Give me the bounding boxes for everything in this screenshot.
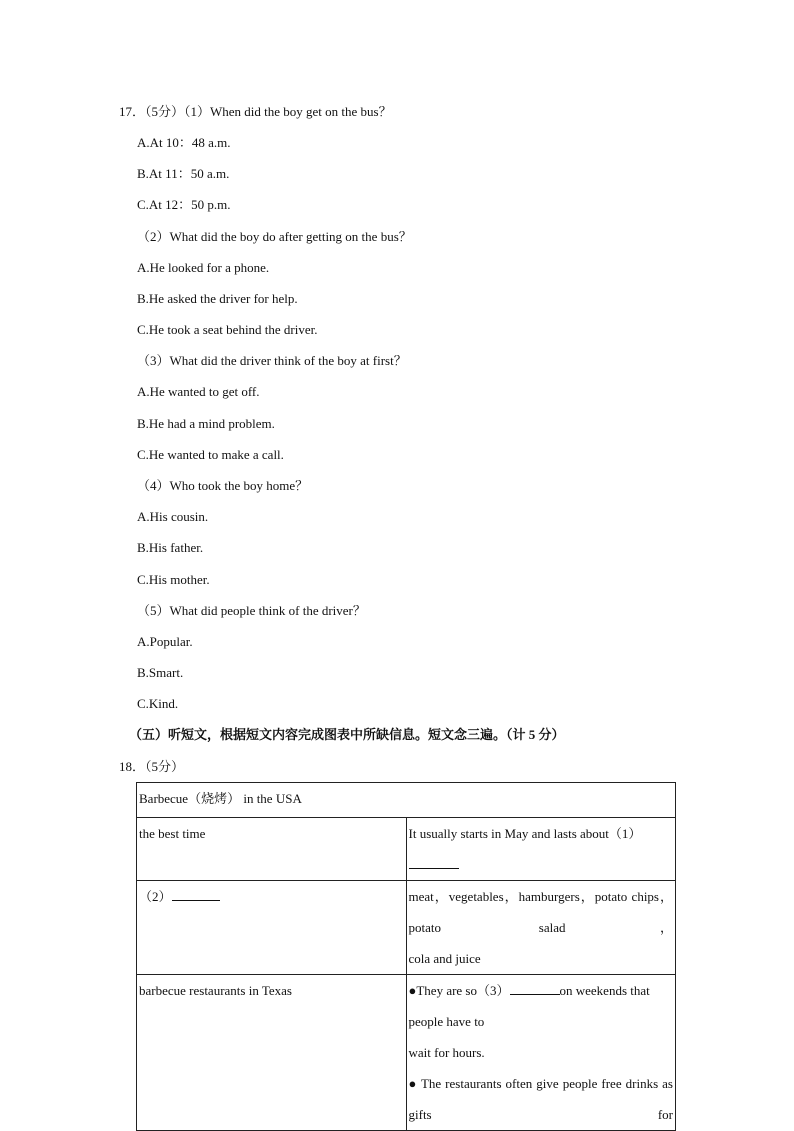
row1-value: It usually starts in May and lasts about（1） bbox=[408, 826, 642, 841]
q17-4-option-b: B.His father. bbox=[137, 540, 204, 555]
row3-bullet1-start: ●They are so（3） bbox=[408, 983, 510, 998]
question-17-header: 17．（5分）（1）When did the boy get on the bus？ bbox=[119, 104, 392, 119]
q17-3-question: （3）What did the driver think of the boy at first？ bbox=[137, 353, 407, 368]
row1-value-cell bbox=[406, 818, 676, 881]
row1-label-cell bbox=[137, 818, 407, 881]
q17-3-option-c: C.He wanted to make a call. bbox=[137, 447, 284, 462]
row2-value-line2: cola and juice bbox=[408, 951, 481, 966]
table-title-cell bbox=[137, 783, 676, 818]
q17-1-option-b: B.At 11：50 a.m. bbox=[137, 166, 230, 181]
q17-2-question: （2）What did the boy do after getting on the bus？ bbox=[137, 229, 412, 244]
blank-1[interactable] bbox=[409, 856, 459, 869]
row3-bullet1-end: on weekends that people have to bbox=[408, 983, 650, 1029]
q17-3-option-b: B.He had a mind problem. bbox=[137, 416, 275, 431]
q17-2-option-b: B.He asked the driver for help. bbox=[137, 291, 298, 306]
row2-label-cell bbox=[137, 881, 407, 975]
q17-2-option-a: A.He looked for a phone. bbox=[137, 260, 270, 275]
q17-5-option-a: A.Popular. bbox=[137, 634, 193, 649]
q17-5-question: （5）What did people think of the driver？ bbox=[137, 603, 366, 618]
row2-label: （2） bbox=[139, 889, 172, 904]
row3-label-cell bbox=[137, 975, 407, 1131]
q17-4-question: （4）Who took the boy home？ bbox=[137, 478, 309, 493]
blank-3[interactable] bbox=[510, 982, 560, 995]
barbecue-info-table bbox=[136, 782, 676, 1131]
blank-2[interactable] bbox=[172, 888, 220, 901]
row1-label: the best time bbox=[139, 826, 206, 841]
q17-5-option-c: C.Kind. bbox=[137, 696, 179, 711]
row3-value-cell bbox=[406, 975, 676, 1131]
section-5-instructions: （五）听短文，根据短文内容完成图表中所缺信息。短文念三遍。（计 5 分） bbox=[129, 727, 565, 742]
row2-value-cell bbox=[406, 881, 676, 975]
q17-5-option-b: B.Smart. bbox=[137, 665, 184, 680]
row3-bullet2: ● The restaurants often give people free drinks as gifts for bbox=[408, 1076, 673, 1122]
q17-4-option-c: C.His mother. bbox=[137, 572, 210, 587]
table-title: Barbecue（烧烤） in the USA bbox=[139, 791, 302, 806]
q17-1-option-a: A.At 10：48 a.m. bbox=[137, 135, 231, 150]
row3-label: barbecue restaurants in Texas bbox=[139, 983, 292, 998]
row3-bullet1-line2: wait for hours. bbox=[408, 1045, 485, 1060]
question-18-header: 18．（5分） bbox=[119, 759, 185, 774]
row3-bullet1-line1 bbox=[409, 975, 674, 1037]
q17-3-option-a: A.He wanted to get off. bbox=[137, 384, 260, 399]
row2-value-line1: meat，vegetables，hamburgers，potato chips，potato salad， bbox=[408, 889, 673, 935]
q17-4-option-a: A.His cousin. bbox=[137, 509, 209, 524]
q17-2-option-c: C.He took a seat behind the driver. bbox=[137, 322, 318, 337]
q17-1-option-c: C.At 12：50 p.m. bbox=[137, 197, 231, 212]
